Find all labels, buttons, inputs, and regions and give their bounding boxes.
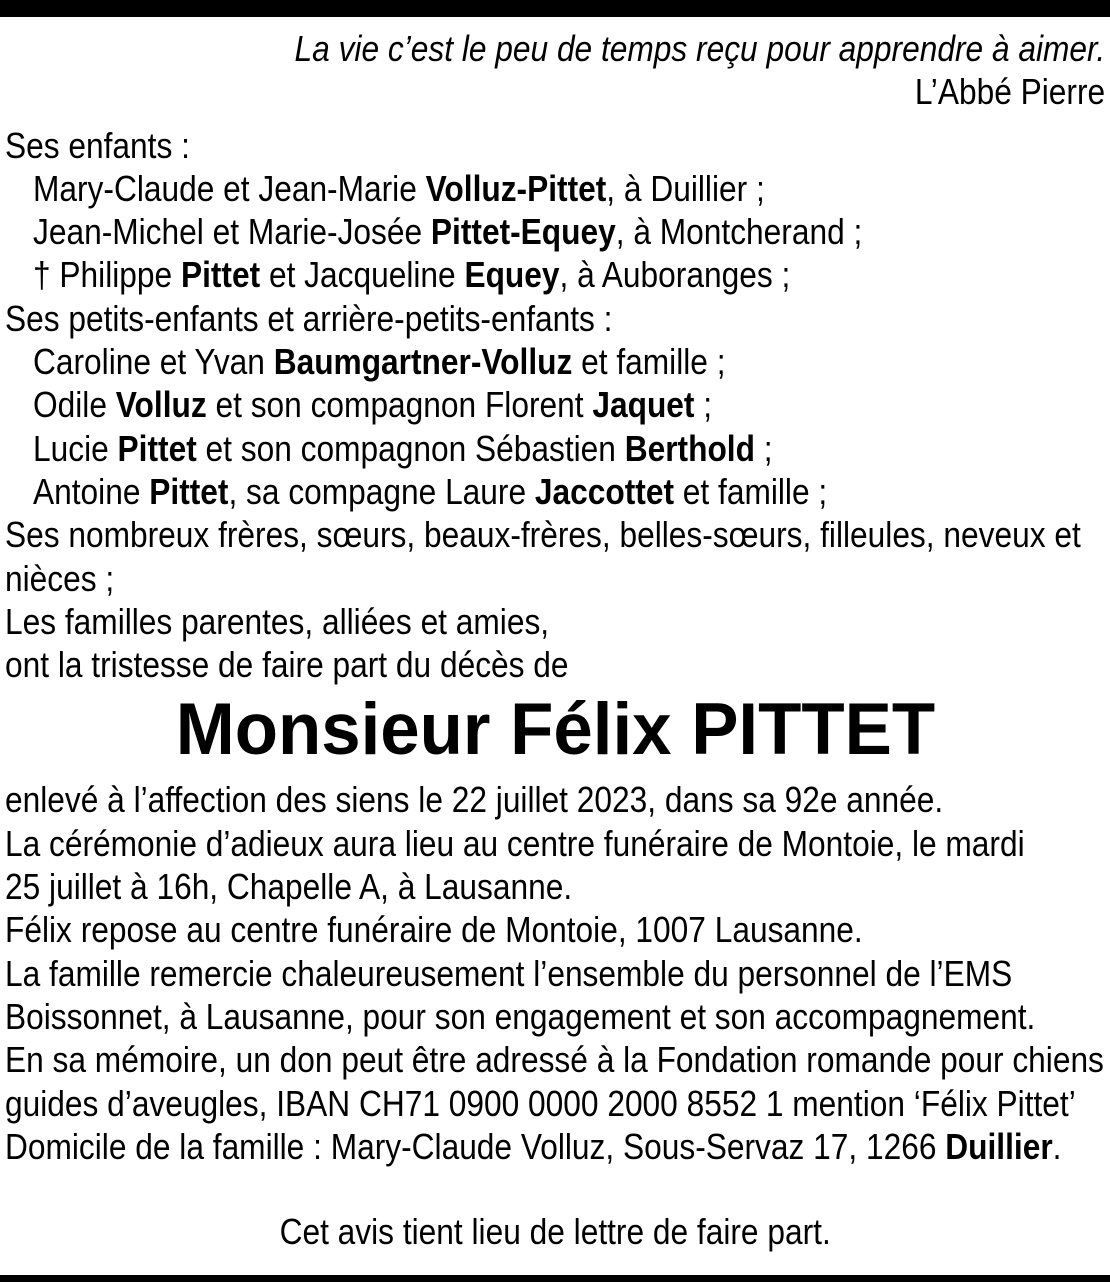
notice-line-text: Ses petits-enfants et arrière-petits-enfants : [5, 297, 613, 339]
notice-line-text: guides d’aveugles, IBAN CH71 0900 0000 2000 8552 1 mention ‘Félix Pittet’ [5, 1082, 1076, 1124]
notice-line-text: Ses enfants : [5, 124, 190, 166]
notice-line-text: † Philippe Pittet et Jacqueline Equey, à Auboranges ; [33, 254, 791, 296]
quote-attribution [5, 70, 1105, 113]
notice-line [5, 865, 1105, 908]
family-lines [5, 124, 1105, 687]
notice-line [5, 210, 1105, 253]
notice-line-text: ont la tristesse de faire part du décès de [5, 644, 569, 686]
notice-line-text: 25 juillet à 16h, Chapelle A, à Lausanne. [5, 866, 573, 908]
notice-line [5, 427, 1105, 470]
top-rule [0, 0, 1110, 17]
notice-line-text: Domicile de la famille : Mary-Claude Volluz, Sous-Servaz 17, 1266 Duillier. [5, 1125, 1062, 1167]
notice-line [5, 167, 1105, 210]
deceased-name [5, 689, 1105, 771]
notice-line-text: Odile Volluz et son compagnon Florent Jaquet ; [33, 384, 713, 426]
quote-text: La vie c’est le peu de temps reçu pour apprendre à aimer. [294, 28, 1105, 69]
notice-line [5, 995, 1105, 1038]
notice-line [5, 643, 1105, 686]
notice-line-text: nièces ; [5, 557, 115, 599]
quote-block [5, 27, 1105, 114]
closing-text: Cet avis tient lieu de lettre de faire part. [279, 1211, 831, 1253]
notice-line-text: Antoine Pittet, sa compagne Laure Jaccottet et famille ; [33, 470, 828, 512]
deceased-name-text: Monsieur Félix PITTET [175, 689, 935, 771]
quote-attribution-text: L’Abbé Pierre [914, 71, 1105, 113]
notice-line [5, 557, 1105, 600]
notice-line [5, 952, 1105, 995]
notice-line-text: enlevé à l’affection des siens le 22 juillet 2023, dans sa 92e année. [5, 779, 944, 821]
notice-line [5, 822, 1105, 865]
notice-line-text: Jean-Michel et Marie-Josée Pittet-Equey, à Montcherand ; [33, 211, 863, 253]
notice-line-text: Lucie Pittet et son compagnon Sébastien Berthold ; [33, 427, 773, 469]
notice-line [5, 340, 1105, 383]
notice-line [5, 470, 1105, 513]
notice-line [5, 908, 1105, 951]
notice-line-text: Félix repose au centre funéraire de Montoie, 1007 Lausanne. [5, 909, 863, 951]
notice-line [5, 124, 1105, 167]
notice-line-text: Mary-Claude et Jean-Marie Volluz-Pittet, à Duillier ; [33, 167, 765, 209]
notice-line [5, 253, 1105, 296]
notice-line [5, 778, 1105, 821]
notice-line-text: Les familles parentes, alliées et amies, [5, 600, 550, 642]
notice-line [5, 513, 1105, 556]
notice-line [5, 297, 1105, 340]
notice-line-text: Boissonnet, à Lausanne, pour son engagement et son accompagnement. [5, 995, 1036, 1037]
bottom-rule [0, 1275, 1110, 1282]
quote-line [5, 27, 1105, 70]
notice-line [5, 1125, 1105, 1168]
notice-line-text: En sa mémoire, un don peut être adressé à la Fondation romande pour chiens [5, 1039, 1104, 1081]
notice-lines [5, 778, 1105, 1168]
notice-line-text: La famille remercie chaleureusement l’ensemble du personnel de l’EMS [5, 952, 1013, 994]
notice-line [5, 1038, 1105, 1081]
notice-content [0, 17, 1110, 1253]
notice-line-text: Caroline et Yvan Baumgartner-Volluz et famille ; [33, 341, 726, 383]
closing-line [5, 1210, 1105, 1253]
notice-line-text: Ses nombreux frères, sœurs, beaux-frères, belles-sœurs, filleules, neveux et [5, 514, 1081, 556]
notice-line [5, 1082, 1105, 1125]
notice-line [5, 600, 1105, 643]
notice-line-text: La cérémonie d’adieux aura lieu au centre funéraire de Montoie, le mardi [5, 822, 1025, 864]
notice-line [5, 383, 1105, 426]
